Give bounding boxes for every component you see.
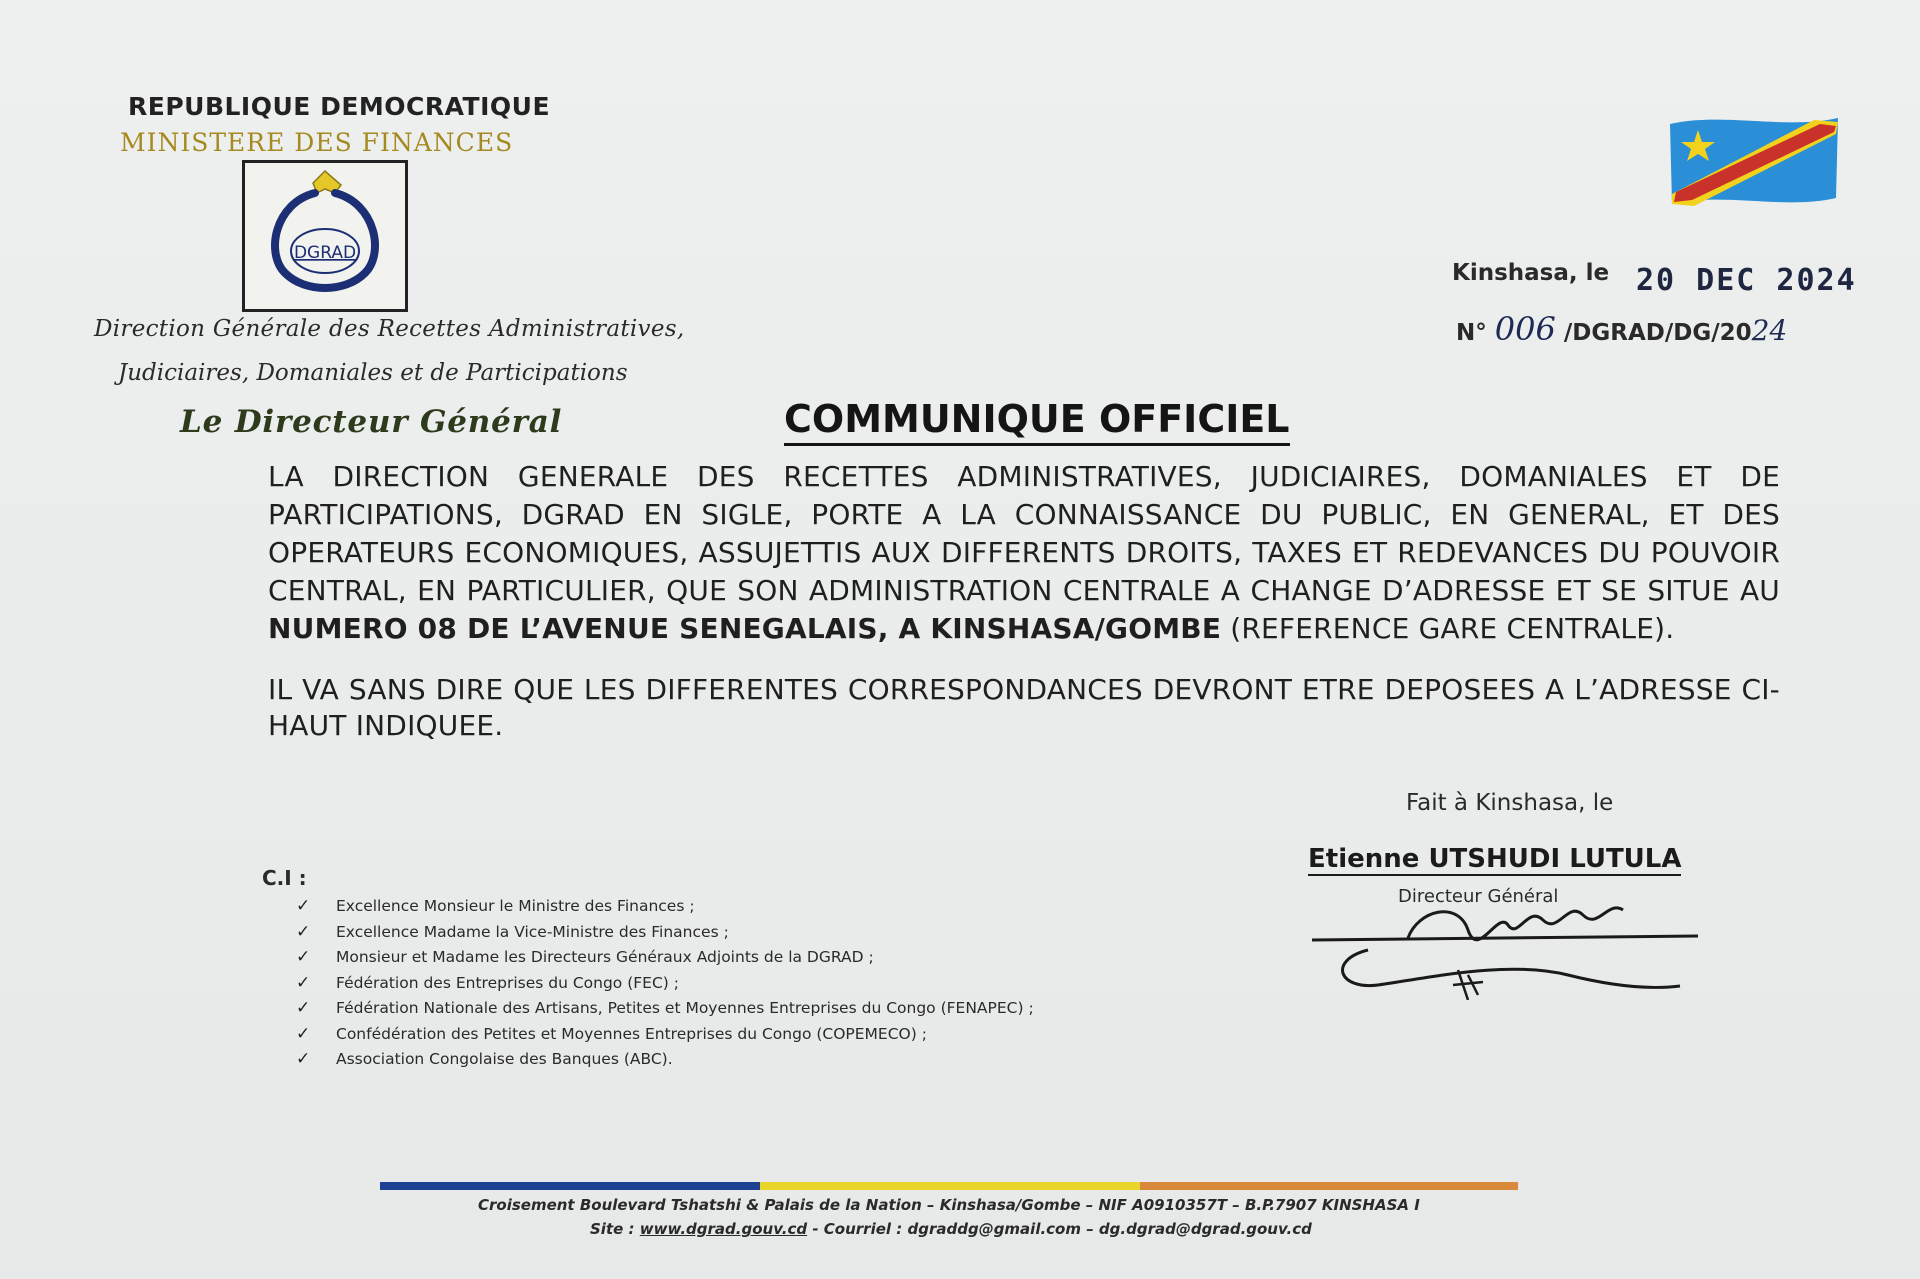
signature-place: Fait à Kinshasa, le (1406, 790, 1614, 816)
reference-mid: /DGRAD/DG/20 (1563, 320, 1752, 346)
body-paragraph-1-text: LA DIRECTION GENERALE DES RECETTES ADMINISTRATIVES, JUDICIAIRES, DOMANIALES ET DE PARTICIPATIONS, DGRAD EN SIGLE, PORTE A LA CONNAISSANCE DU PUBLIC, EN GENERAL, ET DES OPERATEURS ECONOMIQUES, ASSUJETTIS AUX DIFFERENTS DROITS, TAXES ET REDEVANCES DU POUVOIR CENTRAL, EN PARTICULIER, QUE SON ADMINISTRATION CENTRALE A CHANGE D’ADRESSE ET SE SITUE AU (268, 460, 1780, 607)
list-item: ✓ Fédération des Entreprises du Congo (FEC) ; (296, 971, 1034, 997)
list-item: ✓ Excellence Madame la Vice-Ministre des Finances ; (296, 920, 1034, 946)
body-paragraph-2: IL VA SANS DIRE QUE LES DIFFERENTES CORRESPONDANCES DEVRONT ETRE DEPOSEES A L’ADRESSE CI-HAUT INDIQUEE. (268, 673, 1780, 742)
signatory-title: Directeur Général (1398, 886, 1559, 907)
director-heading: Le Directeur Général (180, 404, 563, 440)
list-item: ✓ Fédération Nationale des Artisans, Petites et Moyennes Entreprises du Congo (FENAPEC) ; (296, 996, 1034, 1022)
date-stamp: 20 DEC 2024 (1636, 263, 1857, 298)
document-title: COMMUNIQUE OFFICIEL (784, 398, 1290, 446)
direction-line-1: Direction Générale des Recettes Administratives, (94, 316, 685, 342)
reference-prefix: N° (1456, 320, 1487, 346)
reference-handwritten-year: 24 (1751, 314, 1788, 347)
dateline-label: Kinshasa, le (1452, 260, 1610, 286)
email-link[interactable]: dgraddg@gmail.com – dg.dgrad@dgrad.gouv.cd (907, 1220, 1312, 1238)
ministry-heading: MINISTERE DES FINANCES (120, 128, 514, 157)
footer-address: Croisement Boulevard Tshatshi & Palais de la Nation – Kinshasa/Gombe – NIF A0910357T – B.P.7907 KINSHASA I (478, 1196, 1420, 1214)
checkmark-icon: ✓ (296, 921, 311, 942)
address-bold: NUMERO 08 DE L’AVENUE SENEGALAIS, A KINSHASA/GOMBE (268, 612, 1222, 645)
ci-label: C.I : (262, 866, 307, 890)
footer-color-bar (380, 1182, 1518, 1190)
list-item: ✓ Monsieur et Madame les Directeurs Généraux Adjoints de la DGRAD ; (296, 945, 1034, 971)
list-item: ✓ Association Congolaise des Banques (ABC). (296, 1047, 1034, 1073)
website-link[interactable]: www.dgrad.gouv.cd (639, 1220, 808, 1238)
footer-contact (590, 1220, 1312, 1238)
direction-line-2: Judiciaires, Domaniales et de Participations (118, 360, 628, 386)
checkmark-icon: ✓ (296, 896, 311, 916)
list-item: ✓ Confédération des Petites et Moyennes Entreprises du Congo (COPEMECO) ; (296, 1022, 1034, 1048)
mail-label: - Courriel : (812, 1220, 903, 1238)
checkmark-icon: ✓ (296, 1023, 311, 1044)
checkmark-icon: ✓ (296, 947, 311, 967)
reference-number (1456, 310, 1787, 348)
dgrad-logo (242, 160, 408, 312)
reference-handwritten-number: 006 (1494, 310, 1556, 348)
dgrad-emblem-icon (245, 163, 405, 309)
drc-flag-icon (1664, 112, 1844, 212)
site-label: Site : (590, 1220, 635, 1238)
address-reference: (REFERENCE GARE CENTRALE). (1230, 612, 1675, 645)
republic-heading: REPUBLIQUE DEMOCRATIQUE (128, 92, 551, 121)
logo-text: DGRAD (293, 243, 357, 263)
ci-list (296, 894, 1034, 1073)
body-paragraph-1 (268, 458, 1780, 648)
list-item: ✓ Excellence Monsieur le Ministre des Finances ; (296, 894, 1034, 920)
checkmark-icon: ✓ (296, 972, 311, 993)
signatory-name: Etienne UTSHUDI LUTULA (1308, 844, 1682, 874)
checkmark-icon: ✓ (296, 998, 311, 1018)
handwritten-signature (1308, 890, 1708, 1000)
checkmark-icon: ✓ (296, 1049, 311, 1069)
